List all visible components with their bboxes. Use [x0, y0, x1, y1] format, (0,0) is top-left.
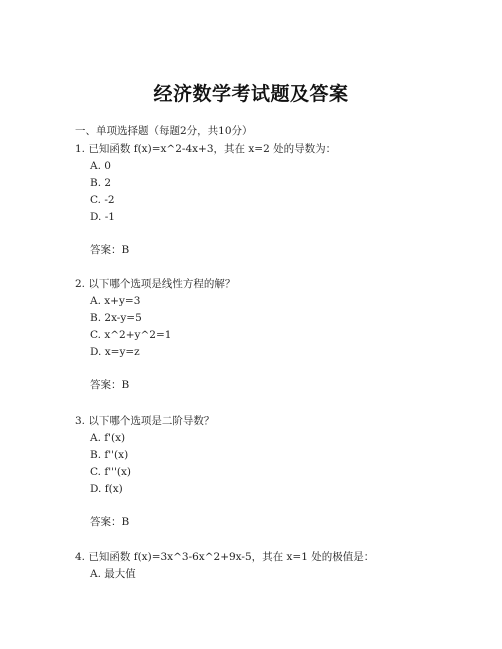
- question-3-option-c: C. f'''(x): [90, 466, 131, 478]
- question-3-option-d: D. f(x): [90, 483, 123, 495]
- question-1-option-b: B. 2: [90, 177, 112, 189]
- question-2-option-c: C. x^2+y^2=1: [90, 329, 172, 341]
- question-2-option-b: B. 2x-y=5: [90, 312, 142, 324]
- page-title: 经济数学考试题及答案: [153, 83, 349, 105]
- question-3-answer: 答案：B: [90, 516, 130, 528]
- question-4-option-a: A. 最大值: [90, 568, 136, 580]
- question-2-option-d: D. x=y=z: [90, 346, 140, 358]
- section-heading: 一、单项选择题（每题2分，共10分）: [75, 125, 253, 137]
- question-1-option-a: A. 0: [90, 160, 111, 172]
- question-3-option-a: A. f'(x): [90, 432, 126, 444]
- question-1-option-c: C. -2: [90, 194, 115, 206]
- question-2-stem: 2. 以下哪个选项是线性方程的解？: [75, 278, 236, 290]
- question-2-option-a: A. x+y=3: [90, 295, 141, 307]
- question-3-stem: 3. 以下哪个选项是二阶导数？: [75, 415, 215, 427]
- question-1-option-d: D. -1: [90, 211, 115, 223]
- question-2-answer: 答案：B: [90, 379, 130, 391]
- question-1-stem: 1. 已知函数 f(x)=x^2-4x+3，其在 x=2 处的导数为：: [75, 143, 337, 155]
- question-3-option-b: B. f''(x): [90, 449, 129, 461]
- question-4-stem: 4. 已知函数 f(x)=3x^3-6x^2+9x-5，其在 x=1 处的极值是：: [75, 551, 375, 563]
- question-1-answer: 答案：B: [90, 244, 130, 256]
